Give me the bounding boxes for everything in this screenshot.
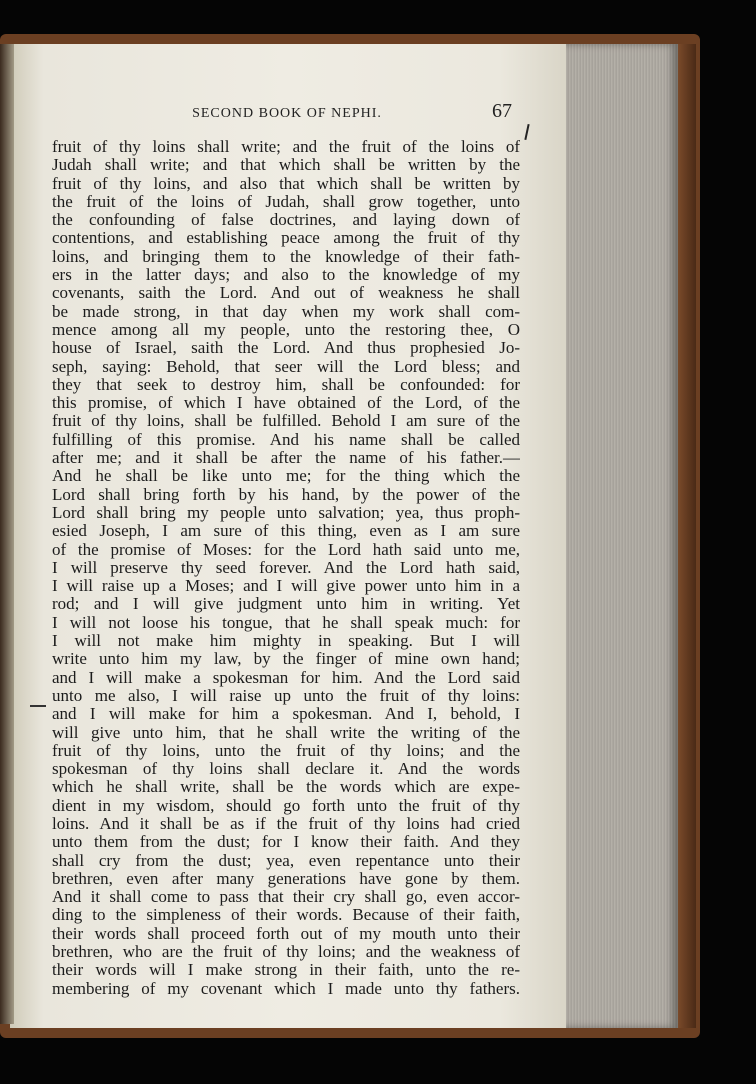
body-text (52, 138, 520, 998)
text-line: of the promise of Moses: for the Lord hath said unto me, (52, 540, 520, 559)
page-gutter (0, 44, 14, 1024)
text-line: shall cry from the dust; yea, even repentance unto their (52, 851, 520, 870)
page-edges (566, 44, 678, 1028)
text-line: dient in my wisdom, should go forth unto the fruit of thy (52, 796, 520, 815)
text-line: unto them from the dust; for I know their faith. And they (52, 833, 520, 852)
text-line: esied Joseph, I am sure of this thing, even as I am sure (52, 522, 520, 541)
text-line: they that seek to destroy him, shall be confounded: for (52, 375, 520, 394)
text-line: unto me also, I will raise up unto the fruit of thy loins: (52, 686, 520, 705)
text-line: after me; and it shall be after the name of his father.— (52, 449, 520, 468)
text-line: be made strong, in that day when my work shall com- (52, 302, 520, 321)
text-line: write unto him my law, by the finger of mine own hand; (52, 650, 520, 669)
text-line: fruit of thy loins, shall be fulfilled. Behold I am sure of the (52, 412, 520, 431)
text-line: house of Israel, saith the Lord. And thus prophesied Jo- (52, 339, 520, 358)
text-line: loins, and bringing them to the knowledge of their fath- (52, 247, 520, 266)
text-line: Lord shall bring forth by his hand, by the power of the (52, 485, 520, 504)
text-line: fruit of thy loins shall write; and the fruit of the loins of (52, 138, 520, 156)
text-line: will give unto him, that he shall write the writing of the (52, 723, 520, 742)
text-line: Lord shall bring my people unto salvation; yea, thus proph- (52, 503, 520, 522)
text-line: covenants, saith the Lord. And out of weakness he shall (52, 284, 520, 303)
text-line: fruit of thy loins, and also that which shall be written by (52, 174, 520, 193)
text-line: I will not loose his tongue, that he shall speak much: for (52, 613, 520, 632)
text-line: fulfilling of this promise. And his name shall be called (52, 430, 520, 449)
text-line: this promise, of which I have obtained of the Lord, of the (52, 394, 520, 413)
text-line: contentions, and establishing peace among the fruit of thy (52, 229, 520, 248)
text-line: fruit of thy loins, unto the fruit of thy loins; and the (52, 741, 520, 760)
text-line: And it shall come to pass that their cry shall go, even accor- (52, 888, 520, 907)
text-line: and I will make a spokesman for him. And the Lord said (52, 668, 520, 687)
text-line: and I will make for him a spokesman. And I, behold, I (52, 705, 520, 724)
margin-dash-mark (30, 705, 46, 707)
text-line: their words will I make strong in their faith, unto the re- (52, 961, 520, 980)
page-number: 67 (492, 100, 512, 122)
text-line: rod; and I will give judgment unto him in writing. Yet (52, 595, 520, 614)
cover-edge (678, 44, 696, 1028)
text-line: I will preserve thy seed forever. And the Lord hath said, (52, 558, 520, 577)
text-line: their words shall proceed forth out of my mouth unto their (52, 924, 520, 943)
text-line: I will not make him mighty in speaking. But I will (52, 632, 520, 651)
text-line: which he shall write, shall be the words which are expe- (52, 778, 520, 797)
text-line: I will raise up a Moses; and I will give power unto him in a (52, 577, 520, 596)
text-line: brethren, even after many generations have gone by them. (52, 869, 520, 888)
text-line: loins. And it shall be as if the fruit of thy loins had cried (52, 814, 520, 833)
text-line: spokesman of thy loins shall declare it. And the words (52, 760, 520, 779)
text-line: mence among all my people, unto the restoring thee, O (52, 320, 520, 339)
text-line: membering of my covenant which I made unto thy fathers. (52, 979, 520, 998)
text-line: the confounding of false doctrines, and laying down of (52, 211, 520, 230)
text-line: Judah shall write; and that which shall be written by the (52, 156, 520, 175)
running-title: SECOND BOOK OF NEPHI. (192, 106, 382, 121)
text-line: And he shall be like unto me; for the thing which the (52, 467, 520, 486)
text-line: seph, saying: Behold, that seer will the Lord bless; and (52, 357, 520, 376)
text-line: ding to the simpleness of their words. Because of their faith, (52, 906, 520, 925)
running-header (52, 102, 522, 128)
text-line: brethren, who are the fruit of thy loins; and the weakness of (52, 943, 520, 962)
text-line: ers in the latter days; and also to the knowledge of my (52, 266, 520, 285)
text-line: the fruit of the loins of Judah, shall grow together, unto (52, 192, 520, 211)
